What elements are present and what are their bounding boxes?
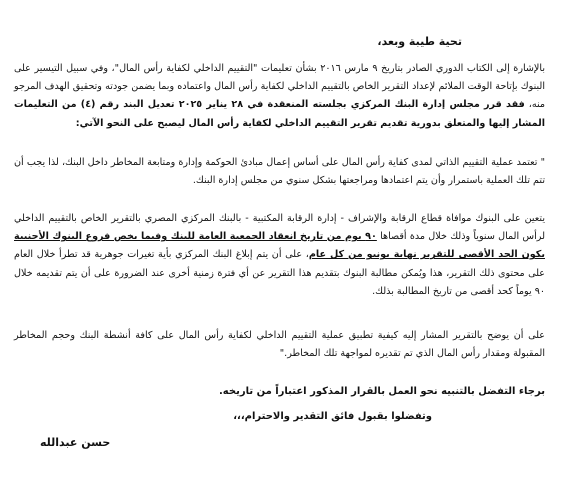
paragraph-reference-text: بالإشارة إلى الكتاب الدوري الصادر بتاريخ ٩ مارس ٢٠١٦ بشأن تعليمات "التقييم الداخلي لكفاية رأس المال"، وفي سبيل التيسير على البنوك بإتاحة الوقت الملائم لإعداد التقرير الخاص بالتقييم الداخلي لكفاية رأس المال واعتماده وبما يضمن جودته وتحقيق الهدف المرجو منه، [14, 63, 546, 111]
paragraph-requirements-end: ، على أن يتم إبلاغ البنك المركزي بأية تغيرات جوهرية قد تطرأ خلال العام على محتوى ذلك التقرير، هذا ويُمكن مطالبة البنوك بتقديم هذا التقرير عن أي فترة زمنية أخرى عند الضرورة على أن يتم تقديمه خلال ٩٠ يوماً كحد أقصى من تاريخ المطالبة بذلك. [14, 249, 545, 297]
signature-name: حسن عبدالله [40, 436, 111, 449]
closing-request: برجاء التفضل بالتنبيه نحو العمل بالقرار المذكور اعتباراً من تاريخه. [219, 386, 545, 397]
paragraph-reference [14, 60, 545, 133]
paragraph-requirements [14, 210, 545, 301]
paragraph-quote-intro: " تعتمد عملية التقييم الذاتي لمدى كفاية رأس المال على أساس إعمال مبادئ الحوكمة وإدارة ومتابعة المخاطر داخل البنك، لذا يجب أن تتم تلك العملية باستمرار وأن يتم اعتمادها ومراجعتها بشكل سنوي من مجلس إدارة البنك. [14, 157, 545, 187]
paragraph-report-content: على أن يوضح بالتقرير المشار إليه كيفية تطبيق عملية التقييم الداخلي لكفاية رأس المال على كافة أنشطة البنك وحجم المخاطر المقبولة ومقدار رأس المال الذي تم تقديره لمواجهة تلك المخاطر." [14, 330, 545, 360]
paragraph-requirements-start: يتعين على البنوك موافاة قطاع الرقابة والإشراف - إدارة الرقابة المكتبية - بالبنك المركزي المصري بالتقرير الخاص بالتقييم الداخلي لرأس المال سنوياً وذلك خلال مدة أقصاها [14, 213, 545, 243]
paragraph-requirements-deadline: ٩٠ يوم من تاريخ انعقاد الجمعية العامة للبنك وفيما يخص فروع البنوك الأجنبية يكون الحد الأقصى للتقرير نهاية يونيو من كل عام [14, 231, 545, 261]
greeting: تحية طيبة وبعد، [377, 35, 462, 48]
closing-regards: وتفضلوا بقبول فائق التقدير والاحترام،،، [233, 411, 432, 422]
paragraph-reference-decision: فقد قرر مجلس إدارة البنك المركزي بجلسته المنعقدة في ٢٨ يناير ٢٠٢٥ تعديل البند رقم (٤) من التعليمات المشار إليها والمتعلق بدورية تقديم تقرير التقييم الداخلي لكفاية رأس المال ليصبح على النحو الآتي: [14, 99, 545, 129]
